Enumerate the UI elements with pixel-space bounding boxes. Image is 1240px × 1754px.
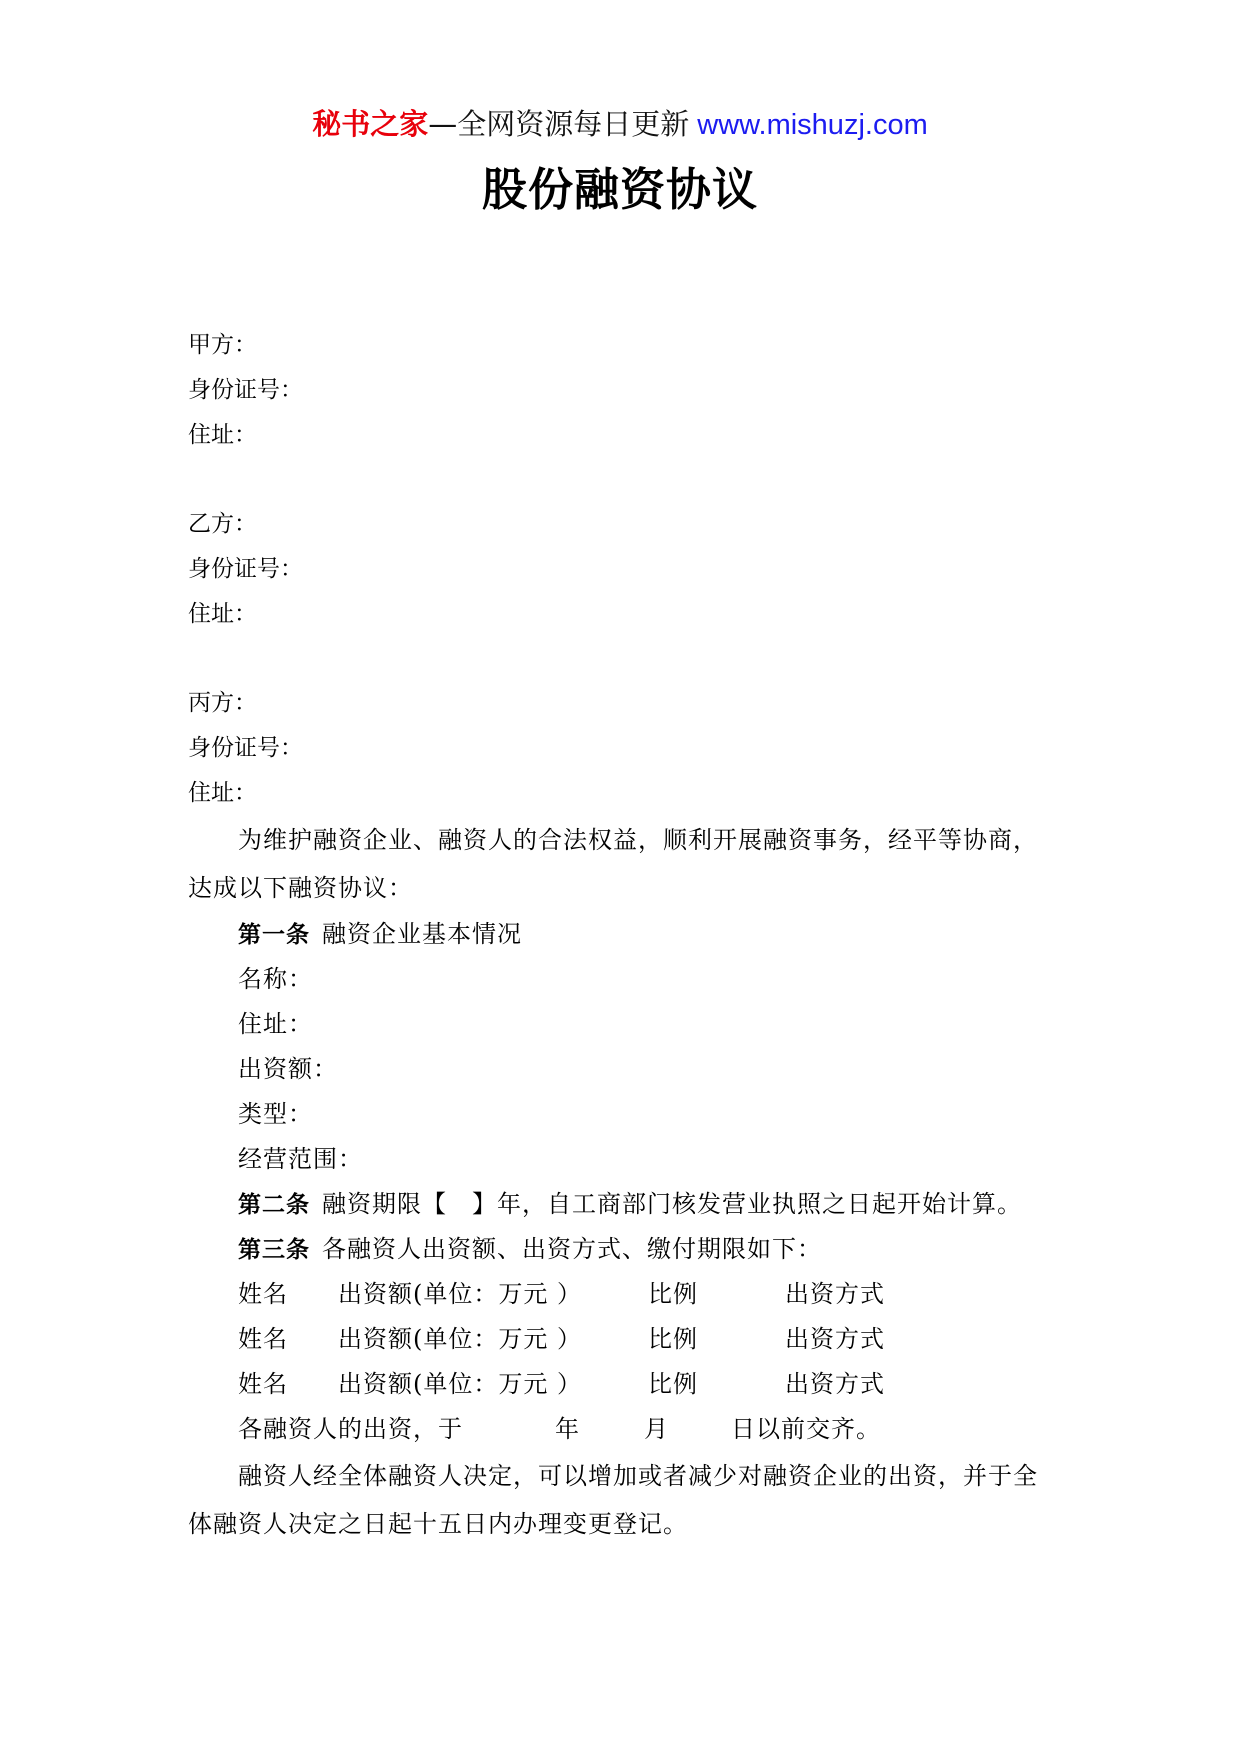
deadline-year: 年 — [555, 1415, 580, 1443]
row-2-ratio: 比例 — [648, 1325, 698, 1353]
document-title: 股份融资协议 — [481, 163, 758, 216]
party-c-address-label: 住址： — [188, 780, 257, 806]
article-2-bracket: 【 】 — [422, 1190, 497, 1218]
row-1-method: 出资方式 — [785, 1280, 885, 1308]
row-3-method: 出资方式 — [785, 1370, 885, 1398]
party-a-id-label: 身份证号： — [188, 377, 303, 403]
deadline-prefix: 各融资人的出资，于 — [238, 1415, 463, 1443]
article-2-heading: 第二条 — [238, 1192, 310, 1218]
table-row — [238, 1323, 885, 1355]
table-row — [238, 1278, 885, 1310]
party-a-name-label: 甲方： — [188, 332, 257, 358]
field-company-name: 名称： — [238, 965, 313, 993]
row-2-name: 姓名 — [238, 1325, 288, 1353]
field-company-address: 住址： — [238, 1010, 313, 1038]
article-1 — [238, 918, 522, 951]
header-slogan: —全网资源每日更新 — [428, 107, 690, 141]
capital-change-line-2: 体融资人决定之日起十五日内办理变更登记。 — [188, 1510, 688, 1538]
row-2-method: 出资方式 — [785, 1325, 885, 1353]
row-1-ratio: 比例 — [648, 1280, 698, 1308]
table-row — [238, 1368, 885, 1400]
party-b-address-label: 住址： — [188, 601, 257, 627]
article-1-heading: 第一条 — [238, 922, 310, 948]
site-header — [0, 104, 1240, 145]
row-3-ratio: 比例 — [648, 1370, 698, 1398]
deadline-suffix: 日以前交齐。 — [731, 1415, 881, 1443]
article-1-text: 融资企业基本情况 — [322, 920, 522, 948]
article-3-heading: 第三条 — [238, 1237, 310, 1263]
intro-line-2: 达成以下融资协议： — [188, 874, 413, 902]
article-2-text-b: 年，自工商部门核发营业执照之日起开始计算。 — [497, 1190, 1022, 1218]
capital-change-line-1: 融资人经全体融资人决定，可以增加或者减少对融资企业的出资，并于全 — [238, 1462, 1038, 1490]
row-3-amount: 出资额(单位：万元 ） — [338, 1370, 582, 1398]
payment-deadline — [238, 1413, 881, 1445]
article-3 — [238, 1233, 822, 1266]
article-2 — [238, 1188, 1022, 1221]
row-1-amount: 出资额(单位：万元 ） — [338, 1280, 582, 1308]
deadline-month: 月 — [644, 1415, 669, 1443]
row-3-name: 姓名 — [238, 1370, 288, 1398]
row-1-name: 姓名 — [238, 1280, 288, 1308]
field-capital-amount: 出资额： — [238, 1055, 338, 1083]
intro-line-1: 为维护融资企业、融资人的合法权益，顺利开展融资事务，经平等协商， — [238, 826, 1038, 854]
header-url[interactable]: www.mishuzj.com — [697, 109, 928, 141]
brand-name: 秘书之家 — [312, 107, 429, 141]
party-b-name-label: 乙方： — [188, 511, 257, 537]
article-2-text-a: 融资期限 — [322, 1190, 422, 1218]
row-2-amount: 出资额(单位：万元 ） — [338, 1325, 582, 1353]
party-c-id-label: 身份证号： — [188, 735, 303, 761]
party-b-id-label: 身份证号： — [188, 556, 303, 582]
field-company-type: 类型： — [238, 1100, 313, 1128]
field-business-scope: 经营范围： — [238, 1145, 363, 1173]
article-3-text: 各融资人出资额、出资方式、缴付期限如下： — [322, 1235, 822, 1263]
party-c-name-label: 丙方： — [188, 690, 257, 716]
party-a-address-label: 住址： — [188, 422, 257, 448]
